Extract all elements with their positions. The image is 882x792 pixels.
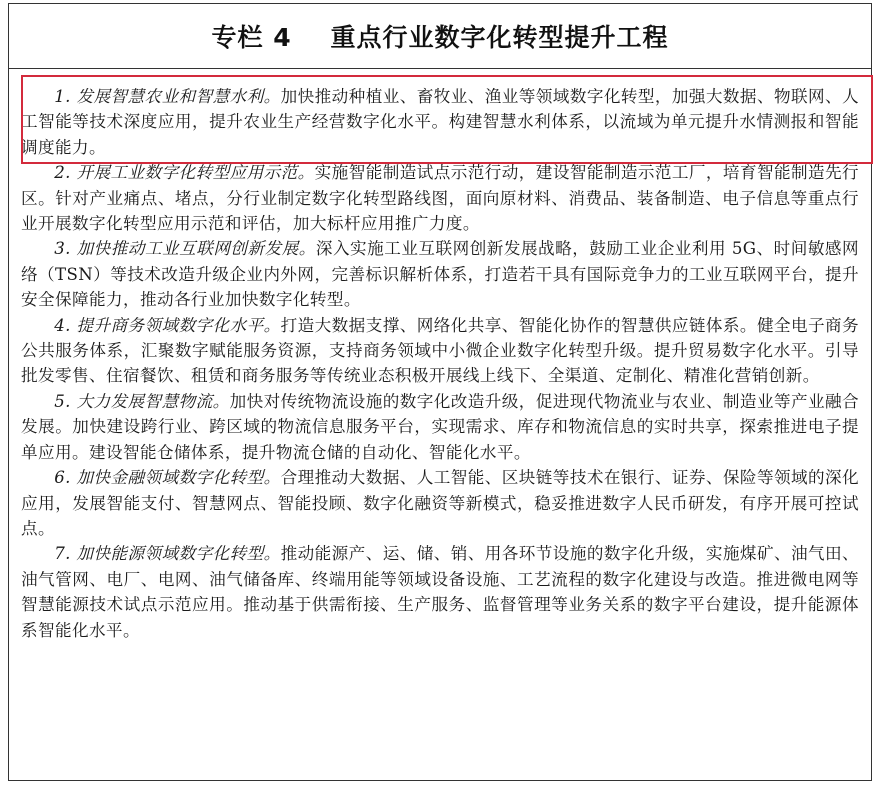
list-item-commerce <box>21 313 859 389</box>
item-body: 加快对传统物流设施的数字化改造升级，促进现代物流业与农业、制造业等产业融合发展。加快建设跨行业、跨区域的物流信息服务平台，实现需求、库存和物流信息的实时共享，探索推进电子提单应用。建设智能仓储体系，提升物流仓储的自动化、智能化水平。 <box>21 391 859 462</box>
item-heading: 1. 发展智慧农业和智慧水利。 <box>54 87 281 106</box>
item-heading: 6. 加快金融领域数字化转型。 <box>54 468 281 488</box>
list-item-logistics <box>21 389 859 465</box>
item-body: 实施智能制造试点示范行动，建设智能制造示范工厂，培育智能制造先行区。针对产业痛点、堵点，分行业制定数字化转型路线图，面向原材料、消费品、装备制造、电子信息等重点行业开展数字化转型应用示范和评估，加大标杆应用推广力度。 <box>21 163 859 234</box>
special-column-panel <box>8 3 872 781</box>
panel-title: 专栏 4 重点行业数字化转型提升工程 <box>211 23 669 52</box>
item-body: 合理推动大数据、人工智能、区块链等技术在银行、证券、保险等领域的深化应用，发展智能支付、智慧网点、智能投顾、数字化融资等新模式，稳妥推进数字人民币研发，有序开展可控试点。 <box>21 468 859 538</box>
item-body: 加快推动种植业、畜牧业、渔业等领域数字化转型，加强大数据、物联网、人工智能等技术深度应用，提升农业生产经营数字化水平。构建智慧水利体系，以流域为单元提升水情测报和智能调度能力。 <box>21 87 859 157</box>
item-heading: 7. 加快能源领域数字化转型。 <box>54 544 281 564</box>
item-body: 推动能源产、运、储、销、用各环节设施的数字化升级，实施煤矿、油气田、油气管网、电厂、电网、油气储备库、终端用能等领域设备设施、工艺流程的数字化建设与改造。推进微电网等智慧能源技术试点示范应用。推动基于供需衔接、生产服务、监督管理等业务关系的数字平台建设，提升能源体系智能化水平。 <box>21 544 859 640</box>
item-heading: 4. 提升商务领域数字化水平。 <box>54 315 281 335</box>
item-heading: 3. 加快推动工业互联网创新发展。 <box>54 239 316 259</box>
item-list <box>21 84 859 643</box>
item-heading: 5. 大力发展智慧物流。 <box>54 391 230 411</box>
item-heading: 2. 开展工业数字化转型应用示范。 <box>54 163 315 183</box>
item-body: 深入实施工业互联网创新发展战略，鼓励工业企业利用 5G、时间敏感网络（TSN）等技术改造升级企业内外网，完善标识解析体系，打造若干具有国际竞争力的工业互联网平台，提升安全保障能力，推动各行业加快数字化转型。 <box>21 239 859 310</box>
list-item-agriculture-water <box>21 84 859 160</box>
list-item-industry <box>21 160 859 236</box>
title-bar <box>9 4 871 69</box>
item-body: 打造大数据支撑、网络化共享、智能化协作的智慧供应链体系。健全电子商务公共服务体系，汇聚数字赋能服务资源，支持商务领域中小微企业数字化转型升级。提升贸易数字化水平。引导批发零售、住宿餐饮、租赁和商务服务等传统业态积极开展线上线下、全渠道、定制化、精准化营销创新。 <box>21 315 859 386</box>
list-item-finance <box>21 465 859 541</box>
list-item-industrial-internet <box>21 236 859 312</box>
list-item-energy <box>21 541 859 643</box>
